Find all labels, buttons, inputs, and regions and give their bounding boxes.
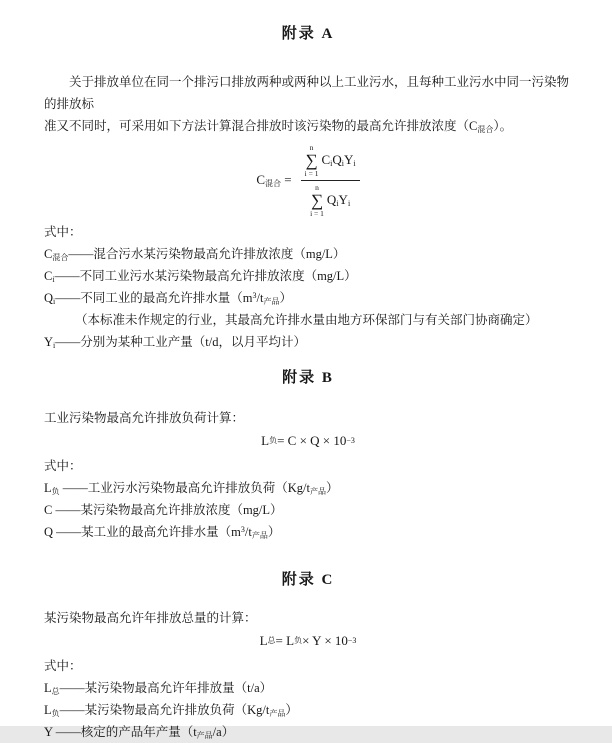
where-label: 式中： <box>44 459 82 473</box>
definition-line: $Q_i——$不同工业的最高允许排水量$(m^3/t_{产品})$ <box>44 291 292 306</box>
where-label: 式中： <box>44 659 82 673</box>
appendix-b-title: 附录 B <box>282 370 334 386</box>
definition-line: $L_负——$某污染物最高允许排放负荷$(Kg/t_{产品})$ <box>44 703 298 718</box>
intro-line-1: 关于排放单位在同一个排污口排放两种或两种以上工业污水，且每种工业污水中同一污染物的排放标 <box>44 75 570 111</box>
denominator-terms: $Q_iY_i$ <box>326 192 351 208</box>
appendix-a-intro <box>44 71 572 137</box>
definition-line: $Y_i——$分别为某种工业产量（t/d，以月平均计） <box>44 335 306 350</box>
appendix-c-section <box>44 571 572 743</box>
annual-total-formula: L 总 = L 负 × Y × 10 −3 <box>259 633 357 648</box>
definition-line: Q ——某工业的最高允许排水量$(m^3/t_{产品})$ <box>44 525 281 540</box>
definition-line: $C_{混合}——$混合污水某污染物最高允许排放浓度（mg/L） <box>44 247 346 262</box>
appendix-b-section <box>44 369 572 543</box>
sum-lower-limit: i = 1 <box>310 208 324 218</box>
mixed-concentration-formula <box>44 141 572 219</box>
definition-line: $C_i——$不同工业污水某污染物最高允许排放浓度（mg/L） <box>44 269 357 284</box>
where-label: 式中： <box>44 225 82 239</box>
sum-symbol <box>310 183 324 218</box>
definition-line: Y ——核定的产品年产量$(t_{产品}/a)$ <box>44 725 235 740</box>
formula-fraction <box>301 143 360 218</box>
sum-lower-limit: i = 1 <box>304 168 319 178</box>
numerator-terms: $C_iQ_iY_i$ <box>321 152 356 168</box>
sum-upper-limit: n <box>315 182 319 192</box>
definition-line: C ——某污染物最高允许排放浓度（mg/L） <box>44 503 283 517</box>
appendix-c-title: 附录 C <box>281 572 335 588</box>
sigma-icon: ∑ <box>310 190 324 210</box>
definition-line: $L_总——$某污染物最高允许年排放量（t/a） <box>44 681 273 696</box>
fraction-bar <box>301 180 360 181</box>
intro-line-2: 准又不同时，可采用如下方法计算混合排放时该污染物的最高允许排放浓度$(C_{混合})$。 <box>44 119 513 134</box>
sum-upper-limit: n <box>309 142 314 152</box>
fraction-denominator <box>306 183 354 218</box>
appendix-a-title: 附录 A <box>281 26 335 42</box>
sigma-icon: ∑ <box>305 150 318 170</box>
appendix-b-intro: 工业污染物最高允许排放负荷计算： <box>44 411 245 425</box>
appendix-c-intro: 某污染物最高允许年排放总量的计算： <box>44 611 257 625</box>
appendix-a-section <box>44 25 572 353</box>
formula-lhs: $C_{混合}$ = <box>256 172 292 188</box>
load-formula: L 负 = C × Q × 10 −3 <box>261 433 355 448</box>
sum-symbol <box>305 143 319 178</box>
definition-line: $L_负$ ——工业污水污染物最高允许排放负荷$(Kg/t_{产品})$ <box>44 481 339 496</box>
fraction-numerator <box>301 143 360 178</box>
definition-note: （本标准未作规定的行业，其最高允许排水量由地方环保部门与有关部门协商确定） <box>75 313 538 327</box>
